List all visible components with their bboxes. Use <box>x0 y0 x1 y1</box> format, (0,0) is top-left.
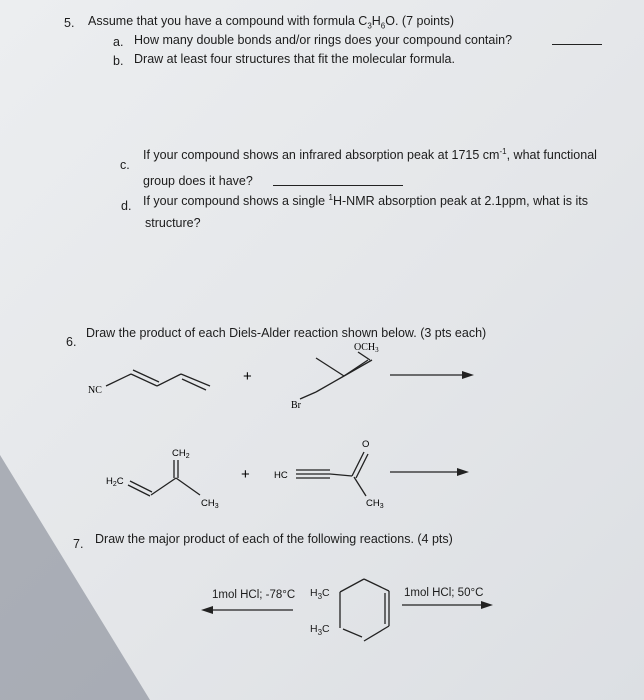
reaction-arrow-left <box>201 606 293 614</box>
q6-reaction2 <box>106 439 469 510</box>
q5c-text-line2: group does it have? <box>143 174 253 188</box>
oxygen-label: O <box>362 439 370 450</box>
reaction-arrow-1 <box>390 371 474 379</box>
butynone-dienophile-structure <box>296 452 368 496</box>
q5d-text-line1: If your compound shows a single $^1$H-NMR absorption peak at 2.1ppm, what is its <box>143 193 588 209</box>
substituted-diene-structure <box>128 460 200 496</box>
och3-label: $OCH_3$ <box>354 342 379 354</box>
q6-text: Draw the product of each Diels-Alder reaction shown below. (3 pts each) <box>86 326 487 340</box>
reaction-arrow-right <box>402 601 493 609</box>
h3c-top-label: $H_3C$ <box>310 587 330 602</box>
methoxy-bromo-dienophile-structure <box>300 352 372 399</box>
left-condition: 1mol HCl; -78°C <box>212 589 296 601</box>
q5b-label: b. <box>113 54 124 68</box>
q6-number: 6. <box>66 335 77 349</box>
nitrile-diene-structure <box>106 370 210 390</box>
br-label: Br <box>291 400 301 411</box>
ch2-label: $CH_2$ <box>172 448 190 460</box>
nc-label: NC <box>88 385 102 396</box>
q5c-text-line1: If your compound shows an infrared absorption peak at 1715 $cm^{-1}$, what functional <box>143 147 597 163</box>
q5d-label: d. <box>121 199 132 213</box>
reaction-arrow-2 <box>390 468 469 476</box>
plus-sign-2: + <box>241 466 250 483</box>
q5a-text: How many double bonds and/or rings does your compound contain? <box>134 33 513 47</box>
q7-text: Draw the major product of each of the following reactions. (4 pts) <box>95 532 453 546</box>
plus-sign: + <box>243 368 252 385</box>
q5a-label: a. <box>113 35 124 49</box>
q6-reaction1 <box>88 342 474 411</box>
q5-stem: Assume that you have a compound with formula $C_3H_6O$. (7 points) <box>88 14 455 31</box>
q5-number: 5. <box>64 16 75 30</box>
q7-number: 7. <box>73 537 84 551</box>
q5d-text-line2: structure? <box>145 216 201 230</box>
q5c-label: c. <box>120 158 130 172</box>
h2c-label: $H_2C$ <box>106 476 124 488</box>
hc-label: HC <box>274 470 288 481</box>
ch3-label-2: $CH_3$ <box>366 498 384 510</box>
right-condition: 1mol HCl; 50°C <box>404 587 484 599</box>
h3c-bottom-label: $H_3C$ <box>310 623 330 638</box>
q5b-text: Draw at least four structures that fit the molecular formula. <box>134 52 455 66</box>
diene-ring-structure <box>340 579 389 641</box>
ch3-label: $CH_3$ <box>201 498 219 510</box>
